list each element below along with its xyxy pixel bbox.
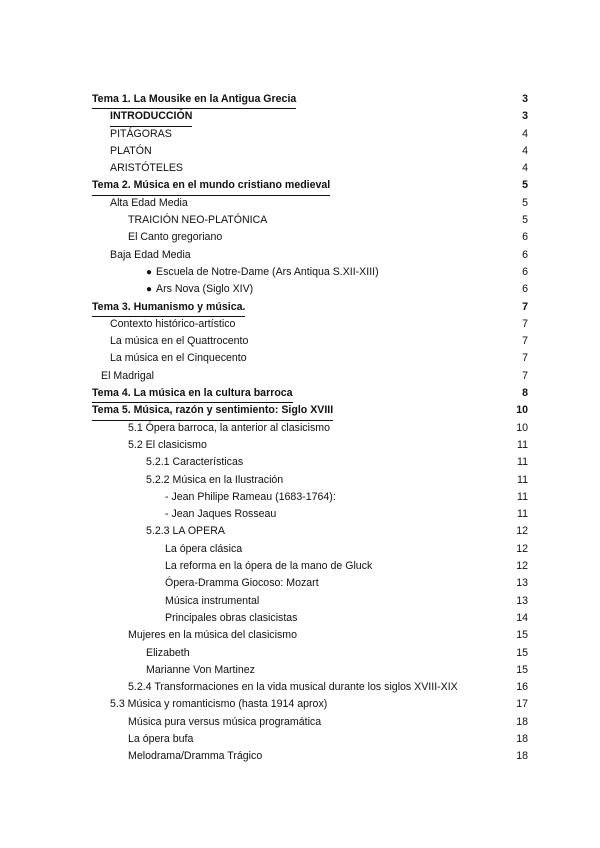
toc-entry-title: - Jean Jaques Rosseau xyxy=(165,508,277,521)
toc-page-number: 5 xyxy=(522,179,528,192)
toc-page-number: 6 xyxy=(522,265,528,278)
toc-entry-title: Música instrumental xyxy=(165,594,260,607)
toc-page-number: 5 xyxy=(522,196,528,209)
toc-entry-title: La música en el Quattrocento xyxy=(110,335,249,348)
toc-entry-title: Elizabeth xyxy=(146,646,190,659)
toc-page-number: 11 xyxy=(517,456,528,469)
toc-page-number: 5 xyxy=(522,214,528,227)
toc-entry-5-2-2-ilustracion[interactable] xyxy=(0,472,600,489)
toc-entry-title: TRAICIÓN NEO-PLATÓNICA xyxy=(128,214,268,227)
toc-page-number: 4 xyxy=(522,162,528,175)
toc-entry-5-2-3-la-opera[interactable] xyxy=(0,523,600,540)
toc-entry-title: 5.2.1 Características xyxy=(146,456,244,469)
toc-entry-title: Marianne Von Martinez xyxy=(146,663,255,676)
toc-entry-musica-pura-programatica[interactable] xyxy=(0,714,600,731)
toc-entry-ars-nova[interactable] xyxy=(0,281,600,298)
toc-entry-title: INTRODUCCIÓN xyxy=(110,108,192,126)
toc-entry-dramma-giocoso[interactable] xyxy=(0,575,600,592)
toc-entry-title: La reforma en la ópera de la mano de Gluck xyxy=(165,560,373,573)
toc-entry-elizabeth[interactable] xyxy=(0,645,600,662)
toc-page-number: 13 xyxy=(516,594,528,607)
toc-entry-title: Alta Edad Media xyxy=(110,196,188,209)
toc-entry-musica-instrumental[interactable] xyxy=(0,593,600,610)
toc-entry-tema-3[interactable] xyxy=(0,299,600,316)
toc-entry-title: 5.3 Música y romanticismo (hasta 1914 aprox) xyxy=(110,698,328,711)
toc-entry-tema-1[interactable] xyxy=(0,91,600,108)
toc-page-number: 14 xyxy=(516,611,528,624)
toc-entry-contexto-historico[interactable] xyxy=(0,316,600,333)
toc-page-number: 18 xyxy=(516,732,528,745)
toc-entry-tema-4[interactable] xyxy=(0,385,600,402)
toc-entry-title: PLATÓN xyxy=(110,144,152,157)
toc-entry-title: El Madrigal xyxy=(101,369,154,382)
toc-entry-title: La ópera bufa xyxy=(128,732,194,745)
toc-page-number: 17 xyxy=(516,698,528,711)
toc-page-number: 10 xyxy=(516,421,528,434)
toc-entry-title: Tema 2. Música en el mundo cristiano medieval xyxy=(92,177,330,195)
toc-entry-title: Contexto histórico-artístico xyxy=(110,317,236,330)
toc-entry-5-2-clasicismo[interactable] xyxy=(0,437,600,454)
toc-page-number: 6 xyxy=(522,283,528,296)
toc-page-number: 15 xyxy=(516,646,528,659)
toc-page-number: 10 xyxy=(516,404,528,417)
toc-page-number: 11 xyxy=(517,490,528,503)
toc-entry-canto-gregoriano[interactable] xyxy=(0,229,600,246)
toc-page-number: 3 xyxy=(522,110,528,123)
toc-entry-title: 5.2.3 LA OPERA xyxy=(146,525,225,538)
toc-entry-5-2-1-caracteristicas[interactable] xyxy=(0,454,600,471)
toc-entry-introduccion[interactable] xyxy=(0,108,600,125)
toc-entry-title: Principales obras clasicistas xyxy=(165,611,298,624)
toc-entry-traicion-neo-platonica[interactable] xyxy=(0,212,600,229)
toc-entry-baja-edad-media[interactable] xyxy=(0,247,600,264)
toc-entry-title: Mujeres en la música del clasicismo xyxy=(128,629,297,642)
toc-page-number: 12 xyxy=(516,542,528,555)
toc-entry-title: 5.2.4 Transformaciones en la vida musical durante los siglos XVIII-XIX xyxy=(128,681,458,694)
toc-entry-reforma-gluck[interactable] xyxy=(0,558,600,575)
bullet-icon: ● xyxy=(146,266,153,278)
toc-entry-rameau[interactable] xyxy=(0,489,600,506)
toc-entry-quattrocento[interactable] xyxy=(0,333,600,350)
toc-entry-rosseau[interactable] xyxy=(0,506,600,523)
toc-entry-marianne-von-martinez[interactable] xyxy=(0,662,600,679)
bullet-icon: ● xyxy=(146,284,153,296)
toc-entry-obras-clasicistas[interactable] xyxy=(0,610,600,627)
toc-page-number: 7 xyxy=(522,300,528,313)
toc-page-number: 11 xyxy=(517,473,528,486)
toc-entry-tema-2[interactable] xyxy=(0,177,600,194)
toc-entry-opera-bufa[interactable] xyxy=(0,731,600,748)
toc-entry-title: Ópera-Dramma Giocoso: Mozart xyxy=(165,577,319,590)
toc-entry-notre-dame[interactable] xyxy=(0,264,600,281)
toc-page-number: 15 xyxy=(516,663,528,676)
toc-entry-pitagoras[interactable] xyxy=(0,126,600,143)
toc-entry-title: 5.1 Ópera barroca, la anterior al clasicismo xyxy=(128,421,330,434)
toc-entry-title: Escuela de Notre-Dame (Ars Antiqua S.XII-XIII) xyxy=(156,265,379,278)
toc-entry-title: Melodrama/Dramma Trágico xyxy=(128,750,263,763)
toc-entry-alta-edad-media[interactable] xyxy=(0,195,600,212)
toc-entry-cinquecento[interactable] xyxy=(0,350,600,367)
toc-page-number: 4 xyxy=(522,127,528,140)
table-of-contents xyxy=(0,91,600,766)
toc-page-number: 6 xyxy=(522,231,528,244)
toc-page-number: 13 xyxy=(516,577,528,590)
toc-entry-madrigal[interactable] xyxy=(0,368,600,385)
toc-page-number: 11 xyxy=(517,508,528,521)
toc-entry-title: La música en el Cinquecento xyxy=(110,352,247,365)
toc-entry-title: El Canto gregoriano xyxy=(128,231,223,244)
toc-page-number: 12 xyxy=(516,525,528,538)
toc-page-number: 8 xyxy=(522,387,528,400)
toc-entry-title: 5.2.2 Música en la Ilustración xyxy=(146,473,284,486)
toc-entry-title: - Jean Philipe Rameau (1683-1764): xyxy=(165,490,336,503)
toc-entry-title: Tema 4. La música en la cultura barroca xyxy=(92,385,293,403)
toc-page-number: 15 xyxy=(516,629,528,642)
toc-entry-title: ARISTÓTELES xyxy=(110,162,183,175)
toc-entry-title: Tema 1. La Mousike en la Antigua Grecia xyxy=(92,91,296,109)
toc-entry-5-2-4-transformaciones[interactable] xyxy=(0,679,600,696)
toc-page-number: 7 xyxy=(522,369,528,382)
toc-entry-platon[interactable] xyxy=(0,143,600,160)
toc-page-number: 16 xyxy=(516,681,528,694)
toc-entry-5-3-romanticismo[interactable] xyxy=(0,696,600,713)
toc-entry-title: Baja Edad Media xyxy=(110,248,191,261)
toc-page-number: 4 xyxy=(522,144,528,157)
toc-entry-title: 5.2 El clasicismo xyxy=(128,438,207,451)
toc-page-number: 7 xyxy=(522,317,528,330)
toc-entry-tema-5[interactable] xyxy=(0,402,600,419)
toc-page-number: 6 xyxy=(522,248,528,261)
toc-entry-title: PITÁGORAS xyxy=(110,127,172,140)
toc-page-number: 18 xyxy=(516,750,528,763)
toc-page-number: 11 xyxy=(517,438,528,451)
toc-entry-aristoteles[interactable] xyxy=(0,160,600,177)
toc-entry-opera-clasica[interactable] xyxy=(0,541,600,558)
toc-entry-title: Tema 3. Humanismo y música. xyxy=(92,299,245,317)
toc-entry-mujeres-clasicismo[interactable] xyxy=(0,627,600,644)
toc-entry-title: Ars Nova (Siglo XIV) xyxy=(156,283,254,296)
toc-page-number: 3 xyxy=(522,93,528,105)
toc-page-number: 18 xyxy=(516,715,528,728)
toc-entry-title: La ópera clásica xyxy=(165,542,243,555)
toc-entry-title: Música pura versus música programática xyxy=(128,715,322,728)
toc-page-number: 7 xyxy=(522,335,528,348)
toc-page-number: 12 xyxy=(516,560,528,573)
toc-page-number: 7 xyxy=(522,352,528,365)
toc-entry-melodrama[interactable] xyxy=(0,748,600,765)
toc-entry-5-1-opera-barroca[interactable] xyxy=(0,420,600,437)
toc-entry-title: Tema 5. Música, razón y sentimiento: Siglo XVIII xyxy=(92,402,333,420)
